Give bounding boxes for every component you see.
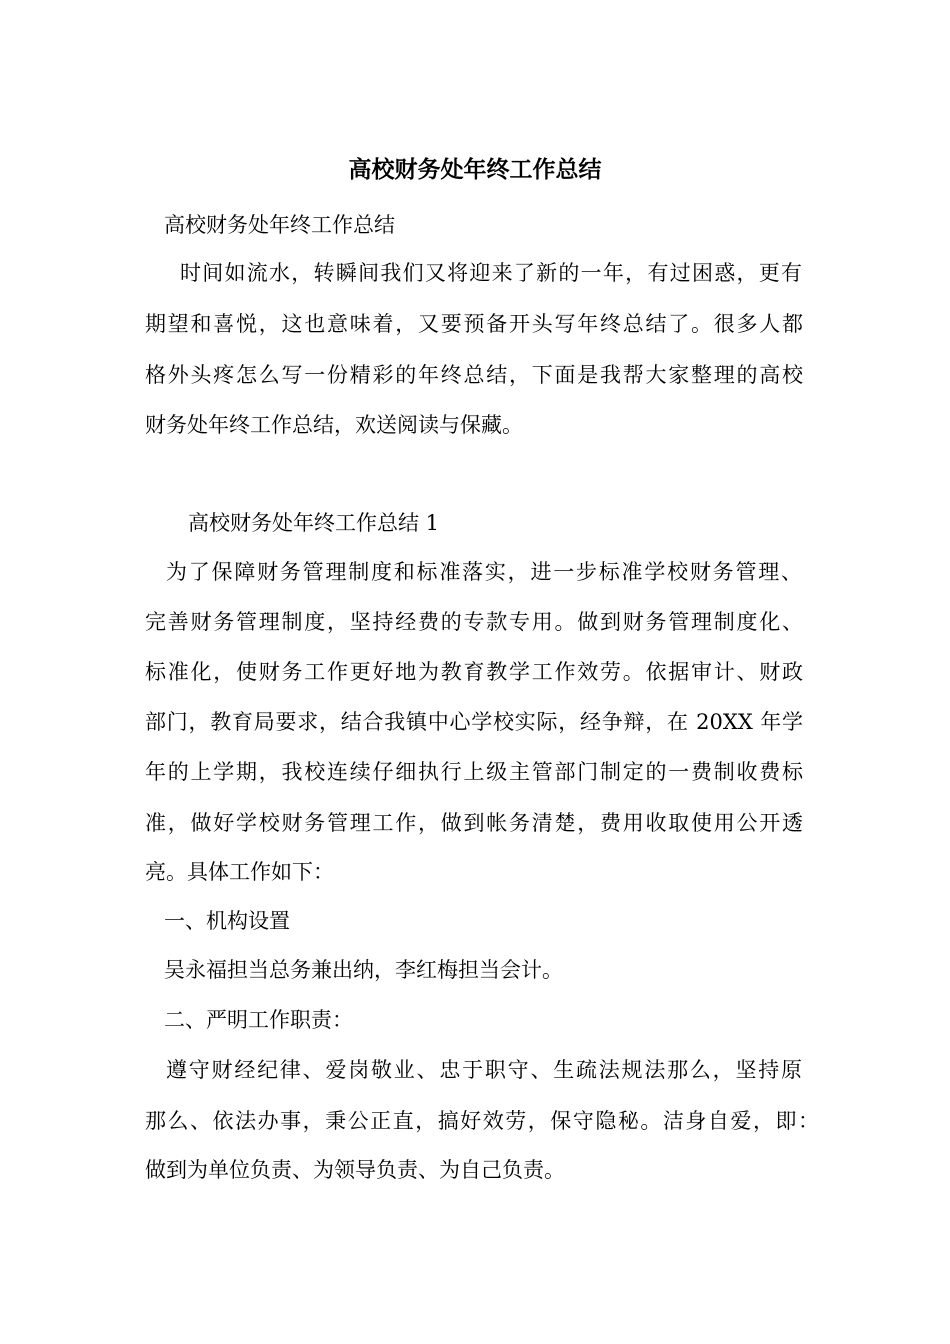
- staff-line: 吴永福担当总务兼出纳，李红梅担当会计。: [164, 958, 563, 982]
- body-line-6: 准，做好学校财务管理工作，做到帐务清楚，费用收取使用公开透: [145, 811, 803, 835]
- body-line-7: 亮。具体工作如下：: [145, 860, 334, 884]
- body-line-1: 为了保障财务管理制度和标准落实，进一步标准学校财务管理、: [166, 560, 802, 584]
- body-line-5: 年的上学期，我校连续仔细执行上级主管部门制定的一费制收费标: [145, 760, 803, 784]
- duty-line-3: 做到为单位负责、为领导负责、为自己负责。: [145, 1158, 565, 1182]
- heading-organization: 一、机构设置: [164, 909, 290, 933]
- body-line-3: 标准化，使财务工作更好地为教育教学工作效劳。依据审计、财政: [145, 660, 803, 684]
- document-title: 高校财务处年终工作总结: [348, 156, 602, 183]
- heading-duties: 二、严明工作职责：: [164, 1008, 353, 1032]
- intro-line-1: 时间如流水，转瞬间我们又将迎来了新的一年，有过困惑，更有: [180, 261, 802, 285]
- body-line-4: 部门，教育局要求，结合我镇中心学校实际，经争辩，在 20XX 年学: [145, 710, 803, 734]
- intro-line-2: 期望和喜悦，这也意味着，又要预备开头写年终总结了。很多人都: [145, 312, 803, 336]
- body-line-2: 完善财务管理制度，坚持经费的专款专用。做到财务管理制度化、: [145, 610, 803, 634]
- duty-line-1: 遵守财经纪律、爱岗敬业、忠于职守、生疏法规法那么，坚持原: [166, 1058, 802, 1082]
- duty-line-2: 那么、依法办事，秉公正直，搞好效劳，保守隐秘。洁身自爱，即：: [145, 1109, 819, 1133]
- document-subtitle: 高校财务处年终工作总结: [164, 213, 395, 237]
- section-heading: 高校财务处年终工作总结 1: [188, 511, 440, 535]
- intro-line-4: 财务处年终工作总结，欢送阅读与保藏。: [145, 413, 523, 437]
- intro-line-3: 格外头疼怎么写一份精彩的年终总结，下面是我帮大家整理的高校: [145, 363, 803, 387]
